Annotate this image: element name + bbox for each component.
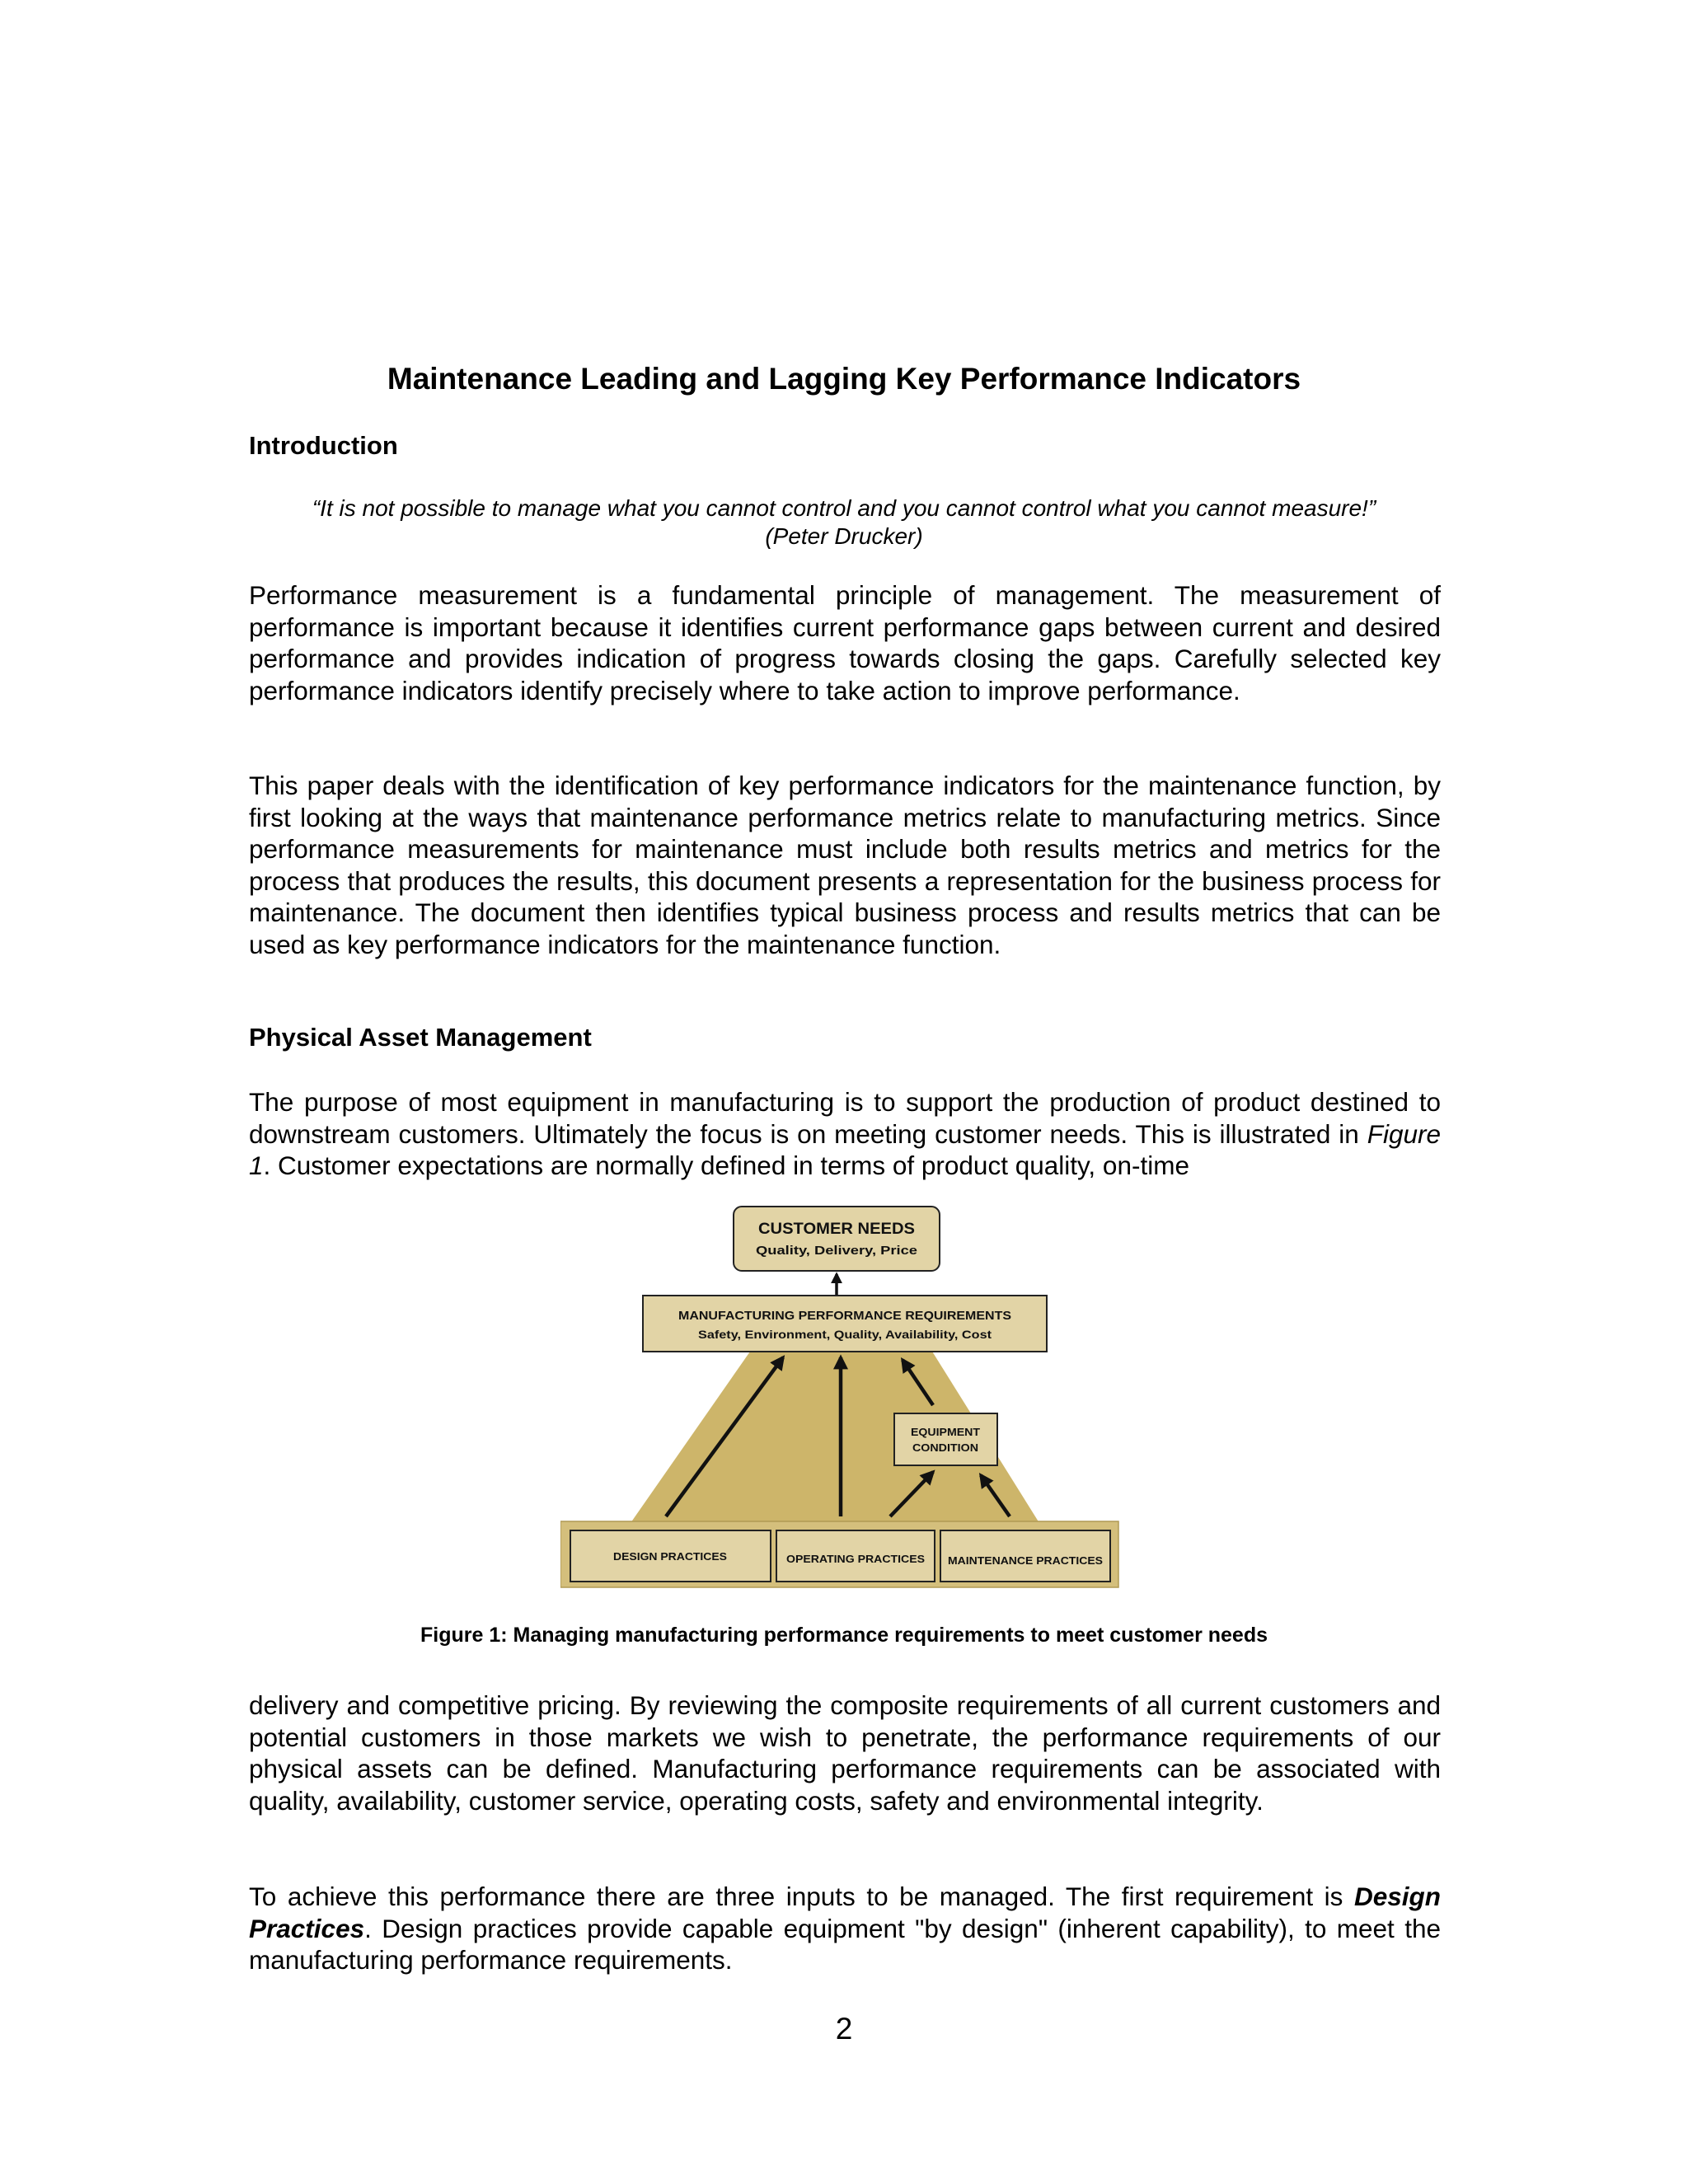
figure-1-diagram	[560, 1205, 1129, 1601]
intro-paragraph-1: Performance measurement is a fundamental principle of management. The measurement of performance is important because it identifies current performance gaps between current and desired performance and provides indication of progress towards closing the gaps. Carefully selected key performance indicators identify precisely where to take action to improve performance.	[249, 580, 1441, 705]
pam-paragraph-3	[249, 1881, 1441, 1976]
manufacturing-requirements-title: MANUFACTURING PERFORMANCE REQUIREMENTS	[678, 1309, 1011, 1323]
pam-paragraph-3-text-b: . Design practices provide capable equipment "by design" (inherent capability), to meet the manufacturing performance requirements.	[249, 1913, 1441, 1975]
equipment-condition-box	[894, 1413, 997, 1465]
customer-needs-subtitle: Quality, Delivery, Price	[756, 1244, 917, 1258]
quote-text: “It is not possible to manage what you cannot control and you cannot control what you cannot measure!”	[312, 495, 1376, 521]
customer-needs-title: CUSTOMER NEEDS	[758, 1221, 915, 1238]
pam-paragraph-3-text-a: To achieve this performance there are three inputs to be managed. The first requirement is	[249, 1882, 1354, 1911]
figure-1-caption: Figure 1: Managing manufacturing performance requirements to meet customer needs	[420, 1624, 1268, 1647]
page-title: Maintenance Leading and Lagging Key Performance Indicators	[387, 362, 1301, 396]
maintenance-practices-label: MAINTENANCE PRACTICES	[948, 1554, 1104, 1567]
equipment-condition-line2: CONDITION	[912, 1441, 978, 1454]
operating-practices-label: OPERATING PRACTICES	[786, 1553, 926, 1565]
customer-needs-box	[734, 1207, 940, 1271]
pam-paragraph-1-text-b: . Customer expectations are normally defined in terms of product quality, on-time	[263, 1151, 1189, 1181]
pam-paragraph-2: delivery and competitive pricing. By reviewing the composite requirements of all current customers and potential customers in those markets we wish to penetrate, the performance requirements of our physical assets can be defined. Manufacturing performance requirements can be associated with quality, availability, customer service, operating costs, safety and environmental integrity.	[249, 1690, 1441, 1816]
page-number: 2	[835, 2012, 853, 2046]
manufacturing-requirements-subtitle: Safety, Environment, Quality, Availability, Cost	[698, 1328, 992, 1341]
quote-attribution: (Peter Drucker)	[765, 523, 923, 549]
pam-paragraph-1-text-a: The purpose of most equipment in manufacturing is to support the production of product destined to downstream customers. Ultimately the focus is on meeting customer needs. This is illustrated in	[249, 1087, 1441, 1149]
pam-paragraph-1	[249, 1086, 1441, 1182]
figure-1-svg	[560, 1205, 1129, 1601]
manufacturing-requirements-box	[643, 1296, 1047, 1352]
design-practices-emphasis: Design Practices	[249, 1882, 1441, 1943]
equipment-condition-line1: EQUIPMENT	[911, 1426, 981, 1438]
design-practices-label: DESIGN PRACTICES	[613, 1550, 728, 1563]
figure-1-reference: Figure 1	[249, 1118, 1441, 1181]
physical-asset-management-heading: Physical Asset Management	[249, 1023, 592, 1052]
introduction-heading: Introduction	[249, 431, 398, 460]
intro-paragraph-2: This paper deals with the identification of key performance indicators for the maintenance function, by first looking at the ways that maintenance performance metrics relate to manufacturing metrics. Since performance measurements for maintenance must include both results metrics and metrics for the process that produces the results, this document presents a representation for the business process for maintenance. The document then identifies typical business process and results metrics that can be used as key performance indicators for the maintenance function.	[249, 771, 1441, 959]
